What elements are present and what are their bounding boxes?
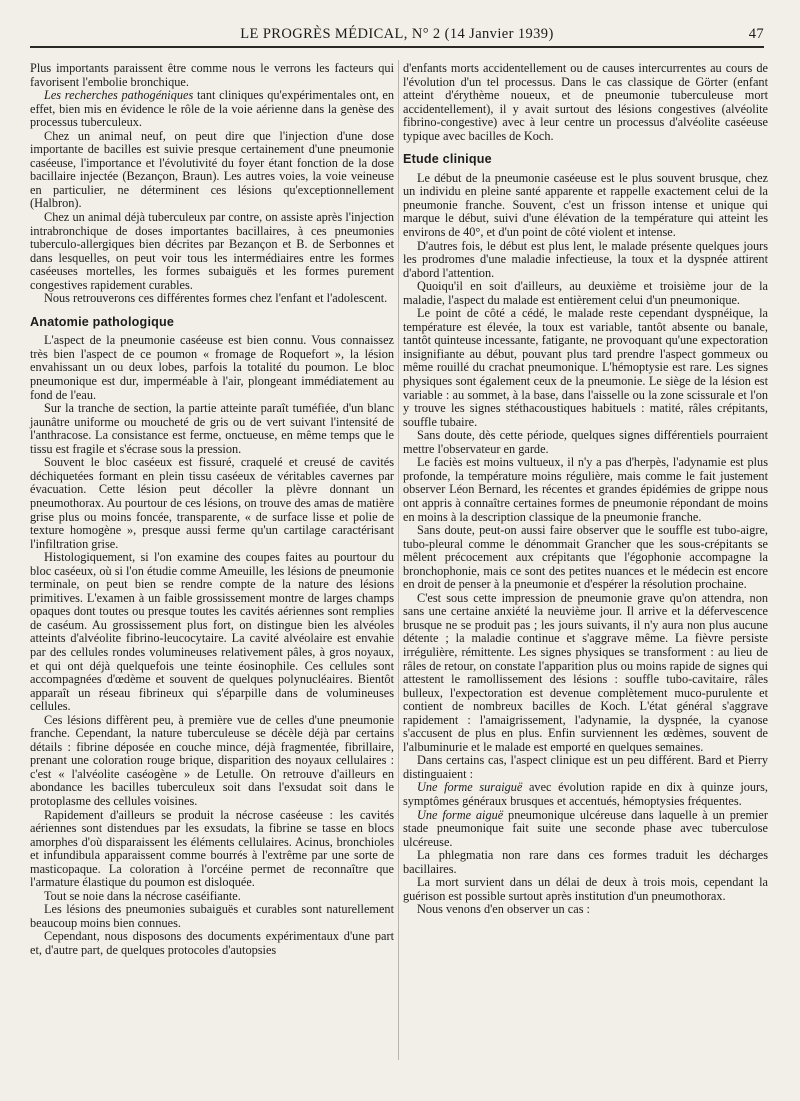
page-header [30,26,764,48]
italic-phrase: Les recherches pathogéniques [44,88,194,103]
paragraph: Le début de la pneumonie caséeuse est le plus souvent brusque, chez un individu en pleine santé apparente et rappelle exactement celui de la pneumonie franche. Souvent, c'est un frisson intense et unique qui marque le début, suivi d'une élévation de la température qui atteint les environs de 40°, et d'un point de côté violent et intense. [403,170,768,240]
paragraph: Nous retrouverons ces différentes formes chez l'enfant et l'adolescent. [44,291,388,306]
paragraph: Histologiquement, si l'on examine des coupes faites au pourtour du bloc caséeux, où si l'on étudie comme Ameuille, les lésions de pneumonie terminale, on peut bien se rendre compte de la nature des lésions primitives. L'examen à un faible grossissement montre de larges champs opaques dont toutes ou presque toutes les cavités aériennes sont remplies de caséum. Au grossissement plus fort, on distingue bien les alvéoles atteints d'alvéolite fibrino-leucocytaire. La cavité alvéolaire est envahie par des cellules rondes volumineuses relativement pâles, à gros noyaux, et qui ont déjà quelquefois une teinte éosinophile. Ces cellules sont accompagnées d'œdème et souvent de quelques polynucléaires. Bientôt apparaît un réseau fibrineux qui s'éparpille dans de volumineuses cellules. [30,550,394,714]
section-heading: Etude clinique [403,152,492,167]
paragraph: Rapidement d'ailleurs se produit la nécrose caséeuse : les cavités aériennes sont distendues par les exsudats, la fibrine se tasse en blocs amorphes d'où disparaissent les éléments cellulaires. Acinus, bronchioles et infundibula apparaissent comme bourrés à l'extrême par une sorte de masticopaque. La coloration à l'orcéine permet de reconnaître que l'armature élastique du poumon est disloquée. [30,807,394,890]
paragraph [403,809,768,850]
paragraph-text: pneumonique ulcéreuse dans laquelle à un premier stade pneumonique fait suite une seconde phase avec tuberculose ulcéreuse. [403,807,768,849]
paragraph: La mort survient dans un délai de deux à trois mois, cependant la guérison est possible surtout après institution d'un pneumothorax. [403,875,768,903]
paragraph: C'est sous cette impression de pneumonie grave qu'on attendra, non sans une certaine anxiété la neuvième jour. Il arrive et la défervescence brusque ne se produit pas ; les jours suivants, il n'y aura non plus aucune détente ; la maladie continue et s'aggrave même. La fièvre persiste irrégulière, rémittente. Les signes physiques se transforment : au lieu de râles de retour, on constate l'apparition plus ou moins rapide de signes qui attestent le ramollissement des lésions : souffle tubo-cavitaire, râles bulleux, l'expectoration est devenue complètement muco-purulente et contient de nombreux bacilles de Koch. L'état général s'aggrave rapidement : l'amaigrissement, l'adynamie, la dyspnée, la cyanose s'accusent de plus en plus. Enfin surviennent les œdèmes, souvent de l'albuminurie et le malade est emporté en quelques semaines. [403,590,768,754]
paragraph: Chez un animal déjà tuberculeux par contre, on assiste après l'injection intrabronchique de doses importantes bacillaires, à ces pneumonies tuberculo-allergiques bien décrites par Bezançon et B. de Serbonnes et dans lesquelles, on peut voir tous les intermédiaires entre les formes caséeuses mortelles, les formes subaiguës et les formes purement congestives rapidement curables. [30,210,394,292]
paragraph: La phlegmatia non rare dans ces formes traduit les décharges bacillaires. [403,848,768,876]
paragraph: Dans certains cas, l'aspect clinique est un peu différent. Bard et Pierry distinguaient : [403,753,768,781]
left-column [30,62,394,958]
italic-phrase: Une forme aiguë [417,807,504,822]
paragraph: Ces lésions diffèrent peu, à première vue de celles d'une pneumonie franche. Cependant, la nature tuberculeuse se décèle déjà par certains détails : fibrine déposée en couche mince, déjà fragmentée, fibrillaire, prenant une coloration rouge brique, disparition des noyaux cellulaires : c'est « l'alvéolite caséogène » de Letulle. On retrouve d'ailleurs en abondance les bacilles tuberculeux soit dans l'exsudat soit dans le protoplasme des cellules voisines. [30,712,394,808]
page-number: 47 [748,26,764,42]
paragraph: D'autres fois, le début est plus lent, le malade présente quelques jours les prodromes d'une maladie infectieuse, la toux et la dyspnée attirent d'abord l'attention. [403,238,768,280]
paragraph [403,781,768,808]
paragraph: Tout se noie dans la nécrose caséifiante. [44,888,241,903]
paragraph: Plus importants paraissent être comme nous le verrons les facteurs qui favorisent l'embolie bronchique. [30,61,394,89]
running-title: LE PROGRÈS MÉDICAL, N° 2 (14 Janvier 1939) [240,26,554,42]
paragraph [30,89,394,130]
paragraph: Quoiqu'il en soit d'ailleurs, au deuxième et troisième jour de la maladie, l'aspect du malade est entièrement celui d'un pneumonique. [403,279,768,307]
paragraph: Sans doute, peut-on aussi faire observer que le souffle est tubo-aigre, tubo-pleural comme le dénommait Grancher que les sous-crépitants se mêlent précocement aux crépitants que l'égophonie accompagne la bronchophonie, mais ce sont des petites nuances et le médecin est encore en droit de penser à la pneumonie et d'espérer la résolution prochaine. [403,523,768,592]
italic-phrase: Une forme suraiguë [417,780,523,795]
section-heading: Anatomie pathologique [30,314,175,329]
paragraph: L'aspect de la pneumonie caséeuse est bien connu. Vous connaissez très bien l'aspect de ce poumon « fromage de Roquefort », la lésion envahissant un ou deux lobes, parfois la totalité du poumon. Le bloc pneumonique est dur, imperméable à l'air, plongeant immédiatement au fond de l'eau. [30,333,394,402]
paragraph: Nous venons d'en observer un cas : [417,902,590,917]
paragraph: Chez un animal neuf, on peut dire que l'injection d'une dose importante de bacilles est suivie presque certainement d'une pneumonie caséeuse, l'importance et l'évolutivité du foyer étant fonction de la dose bacillaire injectée (Bezançon, Braun). Les autres voies, la voie veineuse en particulier, ne déterminent ces lésions qu'exceptionnellement (Halbron). [30,128,394,211]
right-column [403,62,768,917]
paragraph: d'enfants morts accidentellement ou de causes intercurrentes au cours de l'évolution d'un tel processus. Dans le cas classique de Görter (enfant atteint d'érythème noueux, et de pneumonie tuberculeuse mort accidentellement), il y avait surtout des lésions congestives (alvéolite fibrino-congestive) avec à leur centre un processus d'alvéolite caséeuse typique avec bacilles de Koch. [403,61,768,143]
paragraph-text: avec évolution rapide en dix à quinze jours, symptômes généraux brusques et accentués, hémoptysies fréquentes. [403,780,768,808]
paragraph: Souvent le bloc caséeux est fissuré, craquelé et creusé de cavités déchiquetées formant en plein tissu caséeux de véritables cavernes par évacuation. Cette lésion peut décoller la plèvre donnant un pneumothorax. Au pourtour de ces lésions, on trouve des amas de matière grise plus ou moins foncée, transparente, « de surface lisse et polie de texture homogène », presque aussi ferme qu'un cartilage caractérisant l'infiltration grise. [30,455,394,551]
paragraph: Sur la tranche de section, la partie atteinte paraît tuméfiée, d'un blanc jaunâtre uniforme ou moucheté de gris ou de vert suivant l'intensité de l'anthracose. La consistance est ferme, onctueuse, en même temps que le tissu est fragile et s'écrase sous la pression. [30,401,394,456]
paragraph: Les lésions des pneumonies subaiguës et curables sont naturellement beaucoup moins bien connues. [30,902,394,930]
header-rule [30,46,764,48]
column-divider [398,60,399,1060]
paragraph: Le faciès est moins vultueux, il n'y a pas d'herpès, l'adynamie est plus profonde, la température moins régulière, mais comme le fait justement observer Léon Bernard, les récentes et grandes épidémies de grippe nous ont appris à connaître certaines formes de pneumonie répondant de moins en moins à la description classique de la pneumonie franche. [403,455,768,524]
paragraph-text: tant cliniques qu'expérimentales ont, en effet, bien mis en évidence le rôle de la voie aérienne dans la genèse des processus tuberculeux. [30,88,395,130]
paragraph: Le point de côté a cédé, le malade reste cependant dyspnéique, la température est élevée, la toux est variable, tantôt absente ou banale, tantôt quinteuse incessante, fatigante, ne provoquant qu'une expectoration insignifiante au début, pouvant plus tard prendre l'aspect gommeux ou même rouillé du crachat pneumonique. L'hémoptysie est rare. Les signes physiques sont également ceux de la pneumonie. Le siège de la lésion est variable : au sommet, à la base, dans l'aisselle ou la zone scissurale et l'on y trouve les signes stéthacoustiques habituels : matité, râles crépitants, souffle tubaire. [403,306,768,429]
paragraph: Cependant, nous disposons des documents expérimentaux d'une part et, d'autre part, de quelques protocoles d'autopsies [30,929,394,957]
paragraph: Sans doute, dès cette période, quelques signes différentiels pourraient mettre l'observateur en garde. [403,428,768,456]
